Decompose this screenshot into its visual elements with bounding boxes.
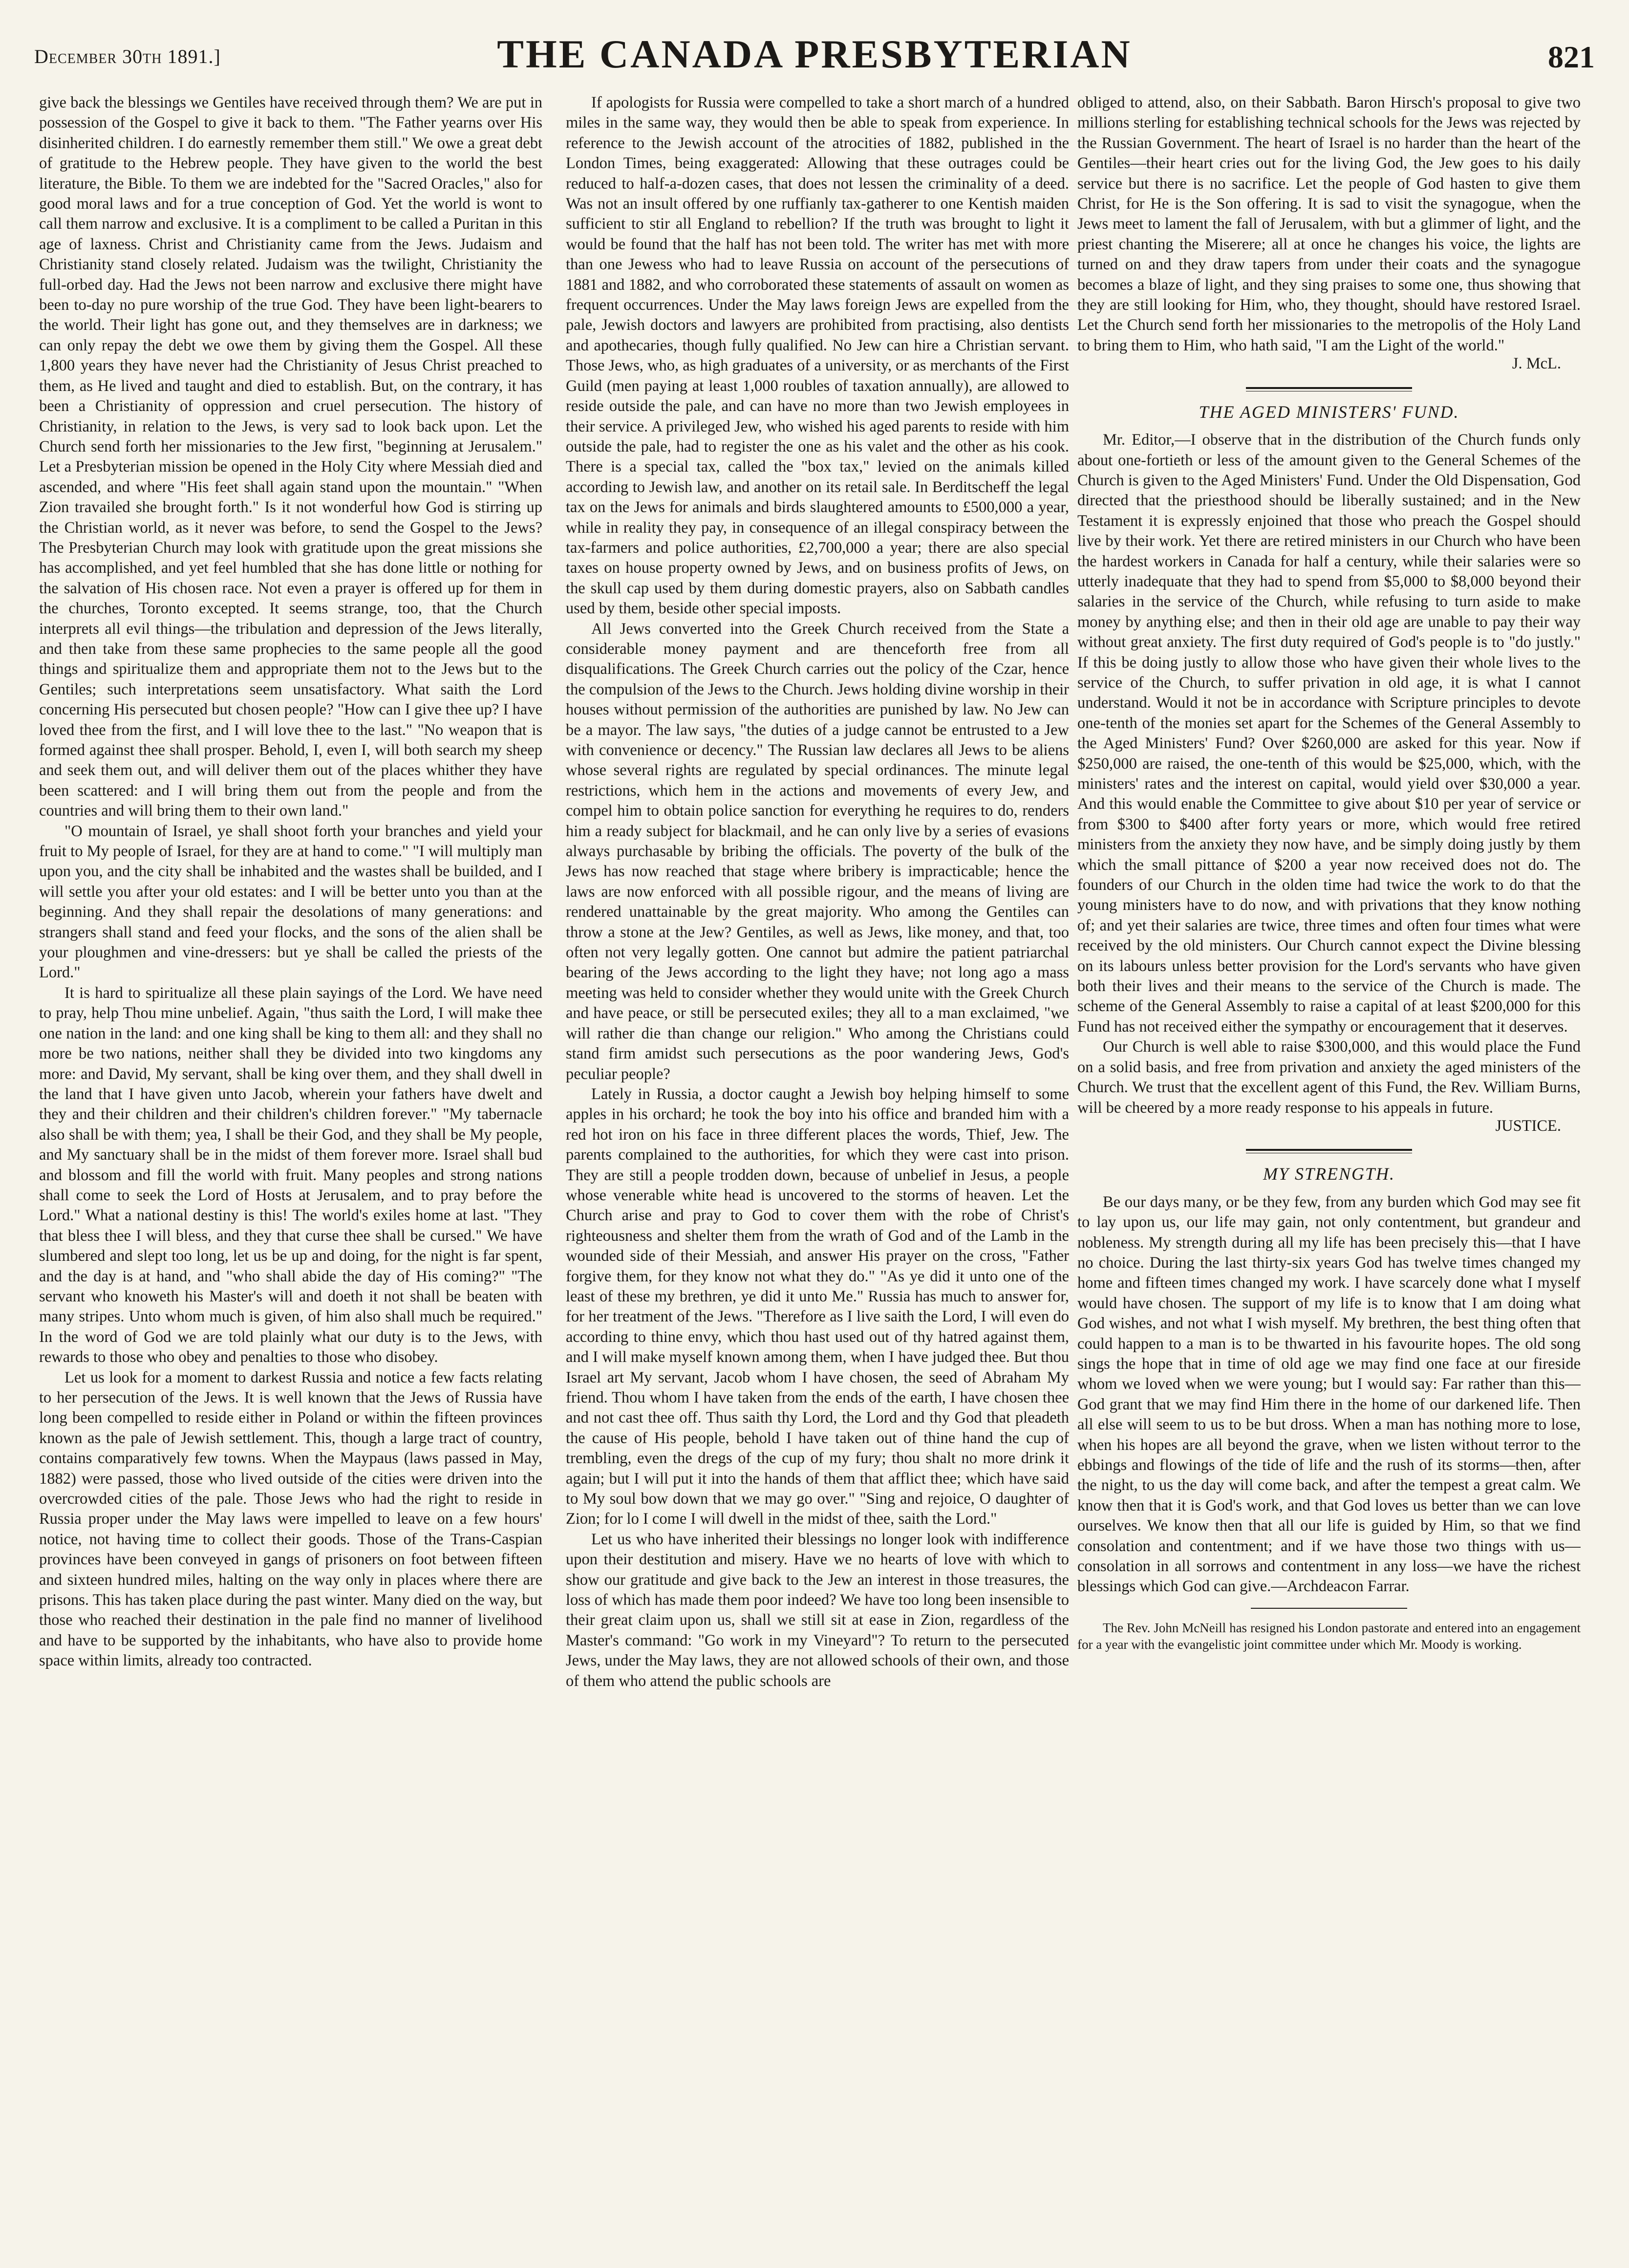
section-divider	[1246, 387, 1412, 391]
section-divider	[1246, 1149, 1412, 1153]
article-signature: J. McL.	[1512, 355, 1561, 373]
news-note: The Rev. John McNeill has resigned his London pastorate and entered into an engagement for a year with the evangelistic joint committee under which Mr. Moody is working.	[1077, 1620, 1581, 1652]
article-paragraph: Let us who have inherited their blessings no longer look with indifference upon their destitution and misery. Have we no hearts of love with which to show our gratitude and give back to the Jew an interest in those treasures, the loss of which has made them poor indeed? We have too long been insensible to their great claim upon us, shall we still sit at ease in Zion, regardless of the Master's command: "Go work in my Vineyard"? To return to the persecuted Jews, under the May laws, they are not allowed schools of their own, and those of them who attend the public schools are	[566, 1530, 1069, 1690]
article-signature: JUSTICE.	[1495, 1117, 1561, 1135]
article-paragraph: obliged to attend, also, on their Sabbath. Baron Hirsch's proposal to give two millions sterling for establishing technical schools for the Jews was rejected by the Russian Government. The heart of Israel is no harder than the heart of the Gentiles—their heart cries out for the living God, the Jew goes to his daily service but there is no sacrifice. Let the people of God hasten to give them Christ, for He is the Son offering. It is sad to visit the synagogue, when the Jews meet to lament the fall of Jerusalem, with but a glimmer of light, and the priest chanting the Miserere; all at once he changes his voice, the lights are turned on and they draw tapers from under their coats and the synagogue becomes a blaze of light, and they sing praises to some one, thus showing that they are still looking for Him, who, they thought, should have restored Israel. Let the Church send forth her missionaries to the metropolis of the Holy Land to bring them to Him, who hath said, "I am the Light of the world."	[1077, 94, 1581, 354]
article-paragraph: Mr. Editor,—I observe that in the distribution of the Church funds only about one-fortieth or less of the amount given to the General Schemes of the Church is given to the Aged Ministers' Fund. Under the Old Dispensation, God directed that the priesthood should be liberally sustained; and in the New Testament it is expressly enjoined that those who preach the Gospel should live by their work. Yet there are retired ministers in our Church who have been the hardest workers in Canada for half a century, while their salaries were so utterly inadequate that they had to spend from $5,000 to $8,000 beyond their salaries in the service of the Church, while refusing to turn aside to make money by anything else; and then in their old age are unable to pay their way without great anxiety. The first duty required of God's people is to "do justly." If this be doing justly to allow those who have given their whole lives to the service of the Church, to suffer privation in old age, it is what I cannot understand. Would it not be in accordance with Scripture principles to devote one-tenth of the monies set apart for the Schemes of the General Assembly to the Aged Ministers' Fund? Over $260,000 are asked for this year. Now if $250,000 are raised, the one-tenth of this would be $25,000, which, with the ministers' rates and the interest on capital, would yield over $30,000 a year. And this would enable the Committee to give about $10 per year of service or from $300 to $400 after forty years or more, which would free retired ministers from the anxiety they now have, and be simply doing justly by them which the small pittance of $200 a year now received does not do. The founders of our Church in the olden time had twice the work to do that the young ministers have to do now, and with privations that they know nothing of; and yet their salaries are twice, three times and often four times what were received by the old ministers. Our Church cannot expect the Divine blessing on its labours unless better provision for the Lord's servants who have given both their lives and their means to the service of the Church is made. The scheme of the General Assembly to raise a capital of at least $200,000 for this Fund has not received either the sympathy or encouragement that it deserves.	[1077, 431, 1581, 1036]
column-3	[1077, 93, 1581, 2243]
article-paragraph: Let us look for a moment to darkest Russia and notice a few facts relating to her persecution of the Jews. It is well known that the Jews of Russia have long been compelled to reside either in Poland or within the fifteen provinces known as the pale of Jewish settlement. This, though a large tract of country, contains comparatively few towns. When the Maypaus (laws passed in May, 1882) were passed, those who lived outside of the cities were driven into the overcrowded cities of the pale. Those Jews who had the right to reside in Russia proper under the May laws were impelled to leave on a few hours' notice, not having time to collect their goods. Those of the Trans-Caspian provinces have been conveyed in gangs of prisoners on foot between fifteen and sixteen hundred miles, halting on the way only in places where there are prisons. This has taken place during the past winter. Many died on the way, but those who reached their destination in the pale find no manner of livelihood and have to be supported by the inhabitants, who have also to provide home space within limits, already too contracted.	[39, 1368, 542, 1670]
issue-date: December 30th 1891.]	[34, 45, 221, 67]
article-paragraph: give back the blessings we Gentiles have received through them? We are put in possession of the Gospel to give it back to them. "The Father yearns over His disinherited children. I do earnestly remember them still." We owe a great debt of gratitude to the Hebrew people. They have given to the world the best literature, the Bible. To them we are indebted for the "Sacred Oracles," also for good moral laws and for a true conception of God. Yet the world is wont to call them narrow and exclusive. It is a compliment to be called a Puritan in this age of laxness. Christ and Christianity came from the Jews. Judaism and Christianity stand closely related. Judaism was the twilight, Christianity the full-orbed day. Had the Jews not been narrow and exclusive there might have been to-day no pure worship of the true God. They have been light-bearers to the world. Their light has gone out, and they themselves are in darkness; we can only repay the debt we owe them by giving them the Gospel. All these 1,800 years they have never had the Christianity of Jesus Christ preached to them, as He lived and taught and died to establish. But, on the contrary, it has been a Christianity of oppression and cruel persecution. The history of Christianity, in relation to the Jews, is very sad to look back upon. Let the Church send forth her missionaries to the Jew first, "beginning at Jerusalem." Let a Presbyterian mission be opened in the Holy City where Messiah died and ascended, and where "His feet shall again stand upon the mountain." "When Zion travailed she brought forth." Is it not wonderful how God is stirring up the Christian world, as it never was before, to send the Gospel to the Jews? The Presbyterian Church may look with gratitude upon the great missions she has accomplished, and yet feel humbled that she has done little or nothing for the salvation of His chosen race. Not even a prayer is offered up for them in the churches, Toronto excepted. It seems strange, too, that the Church interprets all evil things—the tribulation and depression of the Jews literally, and then take from these same prophecies to the same people all the good things and spiritualize them and appropriate them not to the Jews but to the Gentiles; such interpretations seem unsatisfactory. What saith the Lord concerning His persecuted but chosen people? "How can I give thee up? I have loved thee from the first, and I will love thee to the last." "No weapon that is formed against thee shall prosper. Behold, I, even I, will both search my sheep and seek them out, and will deliver them out of the places whither they have been scattered: and I will bring them out from the people and from the countries and will bring them to their own land."	[39, 94, 542, 820]
masthead-title: THE CANADA PRESBYTERIAN	[497, 32, 1132, 76]
article-paragraph: Be our days many, or be they few, from any burden which God may see fit to lay upon us, our life may gain, not only contentment, but grandeur and nobleness. My strength during all my life has been precisely this—that I have no choice. During the last thirty-six years God has twelve times changed my home and fifteen times changed my work. I have scarcely done what I myself would have chosen. The support of my life is to know that I am doing what God wishes, and not what I wish myself. My brethren, the best thing often that could happen to a man is to be thwarted in his favourite hopes. The old song sings the hope that in time of old age we may find one face at our fireside whom we loved when we were young; but I would say: Far rather than this—God grant that we may find Him there in the home of our darkened life. Then all else will seem to us to be but dross. When a man has nothing more to lose, when his hopes are all beyond the grave, when we listen without terror to the ebbings and flowings of the tide of life and the rush of its storms—then, after the night, to us the day will come back, and after the tempest a great calm. We know then that it is God's work, and that God loves us better than we can love ourselves. We know then that all our life is guided by Him, so that we find consolation and contentment; and if we have those two things with us—consolation in all sorrows and contentment in any loss—we have the richest blessings which God can give.—Archdeacon Farrar.	[1077, 1193, 1581, 1596]
page-number: 821	[1548, 40, 1595, 74]
page-header	[34, 20, 1595, 93]
article-paragraph: All Jews converted into the Greek Church received from the State a considerable money payment and are thenceforth free from all disqualifications. The Greek Church carries out the policy of the Czar, hence the compulsion of the Jews to the Church. Jews holding divine worship in their houses without permission of the authorities are punished by law. No Jew can be a mayor. The law says, "the duties of a judge cannot be entrusted to a Jew with convenience or decency." The Russian law declares all Jews to be aliens whose several rights are regulated by special ordinances. The minute legal restrictions, which hem in the actions and movements of every Jew, and compel him to obtain police sanction for everything he requires to do, renders him a ready subject for blackmail, and he can only live by a series of evasions always purchasable by bribing the officials. The poverty of the bulk of the Jews has now reached that stage where bribery is impracticable; hence the laws are now enforced with all possible rigour, and the means of living are rendered unattainable by the great majority. Who among the Gentiles can throw a stone at the Jew? Gentiles, as well as Jews, like money, and that, too often not very legally gotten. One cannot but admire the patient patriarchal bearing of the Jews according to the light they have; not long ago a mass meeting was held to consider whether they would unite with the Greek Church and have peace, or still be persecuted exiles; they all to a man exclaimed, "we will rather die than change our religion." Who among the Christians could stand firm amidst such persecutions as the poor wandering Jews, God's peculiar people?	[566, 620, 1069, 1083]
article-paragraph: It is hard to spiritualize all these plain sayings of the Lord. We have need to pray, help Thou mine unbelief. Again, "thus saith the Lord, I will make thee one nation in the land: and one king shall be king to them all: and they shall no more be two nations, neither shall they be divided into two kingdoms any more: and David, My servant, shall be king over them, and they shall dwell in the land that I have given unto Jacob, wherein your fathers have dwelt and they and their children and their children's children forever." "My tabernacle also shall be with them; yea, I shall be their God, and they shall be My people, and My sanctuary shall be in the midst of them forever more. Israel shall bud and blossom and fill the world with fruit. Many peoples and strong nations shall come to seek the Lord of Hosts at Jerusalem, and to pray before the Lord." What a national destiny is this! The world's exiles home at last. "They that bless thee I will bless, and they that curse thee shall be cursed." We have slumbered and slept too long, let us be up and doing, for the night is far spent, and the day is at hand, and "who shall abide the day of His coming?" "The servant who knoweth his Master's will and doeth it not shall be beaten with many stripes. Unto whom much is given, of him also shall much be required." In the word of God we are told plainly what our duty is to the Jews, with rewards to those who obey and penalties to those who disobey.	[39, 984, 542, 1366]
note-divider	[1251, 1608, 1407, 1609]
article-paragraph: "O mountain of Israel, ye shall shoot forth your branches and yield your fruit to My people of Israel, for they are at hand to come." "I will multiply man upon you, and the city shall be inhabited and the wastes shall be builded, and I will settle you after your old estates: and I will be better unto you than at the beginning. And they shall repair the desolations of many generations: and strangers shall stand and feed your flocks, and the sons of the alien shall be your ploughmen and vine-dressers: but ye shall be called the priests of the Lord."	[39, 822, 542, 982]
article-paragraph: Our Church is well able to raise $300,000, and this would place the Fund on a solid basis, and free from privation and anxiety the aged ministers of the Church. We trust that the excellent agent of this Fund, the Rev. William Burns, will be cheered by a more ready response to his appeals in future.	[1077, 1038, 1581, 1117]
section-heading-aged-ministers-fund: THE AGED MINISTERS' FUND.	[1199, 402, 1459, 422]
column-1	[39, 93, 542, 2243]
article-paragraph: Lately in Russia, a doctor caught a Jewish boy helping himself to some apples in his orchard; he took the boy into his office and branded him with a red hot iron on his face in three different places the words, Thief, Jew. The parents complained to the authorities, for which they were cast into prison. They are still a people trodden down, because of unbelief in Jesus, a people whose venerable white head is uncovered to the storms of heaven. Let the Church arise and pray to God to cover them with the robe of Christ's righteousness and shelter them from the wrath of God and of the Lamb in the wounded side of their Messiah, and answer His prayer on the cross, "Father forgive them, for they know not what they do." "As ye did it unto one of the least of these my brethren, ye did it unto Me." Russia has much to answer for, for her treatment of the Jews. "Therefore as I live saith the Lord, I will even do according to thine envy, which thou hast used out of thy hatred against them, and I will make myself known among them, when I have judged thee. But thou Israel art My servant, Jacob whom I have chosen, the seed of Abraham My friend. Thou whom I have taken from the ends of the earth, I have chosen thee and not cast thee off. Thus saith thy Lord, the Lord and thy God that pleadeth the cause of His people, behold I have taken out of thine hand the cup of trembling, even the dregs of the cup of my fury; thou shalt no more drink it again; but I will put it into the hands of them that afflict thee; which have said to My soul bow down that we may go over." "Sing and rejoice, O daughter of Zion; for lo I come I will dwell in the midst of thee, saith the Lord."	[566, 1085, 1069, 1528]
column-2	[566, 93, 1069, 2243]
article-paragraph: If apologists for Russia were compelled to take a short march of a hundred miles in the same way, they would then be able to speak from experience. In reference to the Jewish account of the atrocities of 1882, published in the London Times, being exaggerated: Allowing that these outrages could be reduced to half-a-dozen cases, that does not lessen the criminality of a deed. Was not an insult offered by one ruffianly tax-gatherer to one Kentish maiden sufficient to stir all England to rebellion? If the truth was brought to light it would be found that the half has not been told. The writer has met with more than one Jewess who had to leave Russia on account of the persecutions of 1881 and 1882, and who corroborated these statements of assault on women as frequent occurrences. Under the May laws foreign Jews are expelled from the pale, Jewish doctors and lawyers are prohibited from practising, also dentists and apothecaries, though fully qualified. No Jew can hire a Christian servant. Those Jews, who, as high graduates of a university, or as merchants of the First Guild (men paying at least 1,000 roubles of taxation annually), are allowed to reside outside the pale, and can have no more than two Jewish employees in their service. A privileged Jew, who wished his aged parents to reside with him outside the pale, had to register the one as his valet and the other as his cook. There is a special tax, called the "box tax," levied on the animals killed according to Jewish law, and another on its retail sale. In Berditscheff the legal tax on the Jews for animals and birds slaughtered amounts to £500,000 a year, while in reality they pay, in consequence of an illegal conspiracy between the tax-farmers and police authorities, £2,700,000 a year; there are also special taxes on house property owned by Jews, and on business profits of Jews, on the skull cap used by them during domestic prayers, also on Sabbath candles used by them, beside other special imposts.	[566, 94, 1069, 618]
section-heading-my-strength: MY STRENGTH.	[1263, 1164, 1395, 1184]
